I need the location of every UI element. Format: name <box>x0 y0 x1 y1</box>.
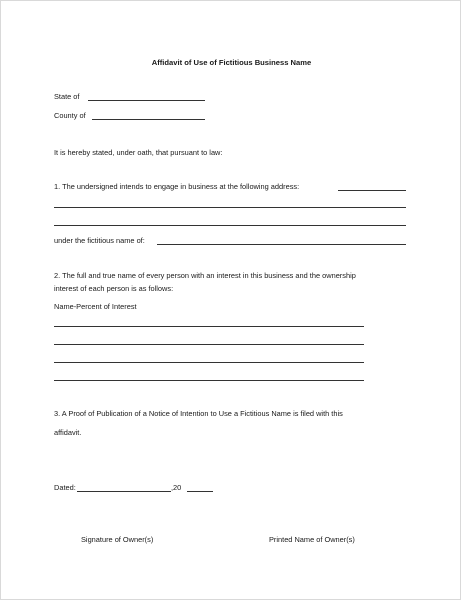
dated-label: Dated: <box>54 483 76 492</box>
item-3-text-cont: affidavit. <box>54 428 82 437</box>
owner-interest-line[interactable] <box>54 362 364 363</box>
fictitious-name-field[interactable] <box>157 244 406 245</box>
signature-label: Signature of Owner(s) <box>81 535 154 544</box>
county-label: County of <box>54 111 86 120</box>
address-field[interactable] <box>338 190 406 191</box>
address-line[interactable] <box>54 207 406 208</box>
state-field[interactable] <box>88 100 205 101</box>
county-field[interactable] <box>92 119 205 120</box>
item-2-text-cont: interest of each person is as follows: <box>54 284 174 293</box>
address-line[interactable] <box>54 225 406 226</box>
owner-interest-line[interactable] <box>54 380 364 381</box>
item-3-text: 3. A Proof of Publication of a Notice of Intention to Use a Fictitious Name is filed with this <box>54 409 343 418</box>
document-title: Affidavit of Use of Fictitious Business Name <box>151 58 312 67</box>
date-field[interactable] <box>77 491 171 492</box>
year-field[interactable] <box>187 491 213 492</box>
fictitious-name-label: under the fictitious name of: <box>54 236 145 245</box>
state-label: State of <box>54 92 80 101</box>
owner-interest-line[interactable] <box>54 326 364 327</box>
item-2-text: 2. The full and true name of every person with an interest in this business and the ownership <box>54 271 356 280</box>
owner-interest-line[interactable] <box>54 344 364 345</box>
name-percent-label: Name-Percent of Interest <box>54 302 137 311</box>
item-1-text: 1. The undersigned intends to engage in business at the following address: <box>54 182 300 191</box>
year-prefix: ,20 <box>171 483 182 492</box>
printed-name-label: Printed Name of Owner(s) <box>269 535 355 544</box>
intro-statement: It is hereby stated, under oath, that pursuant to law: <box>54 148 223 157</box>
